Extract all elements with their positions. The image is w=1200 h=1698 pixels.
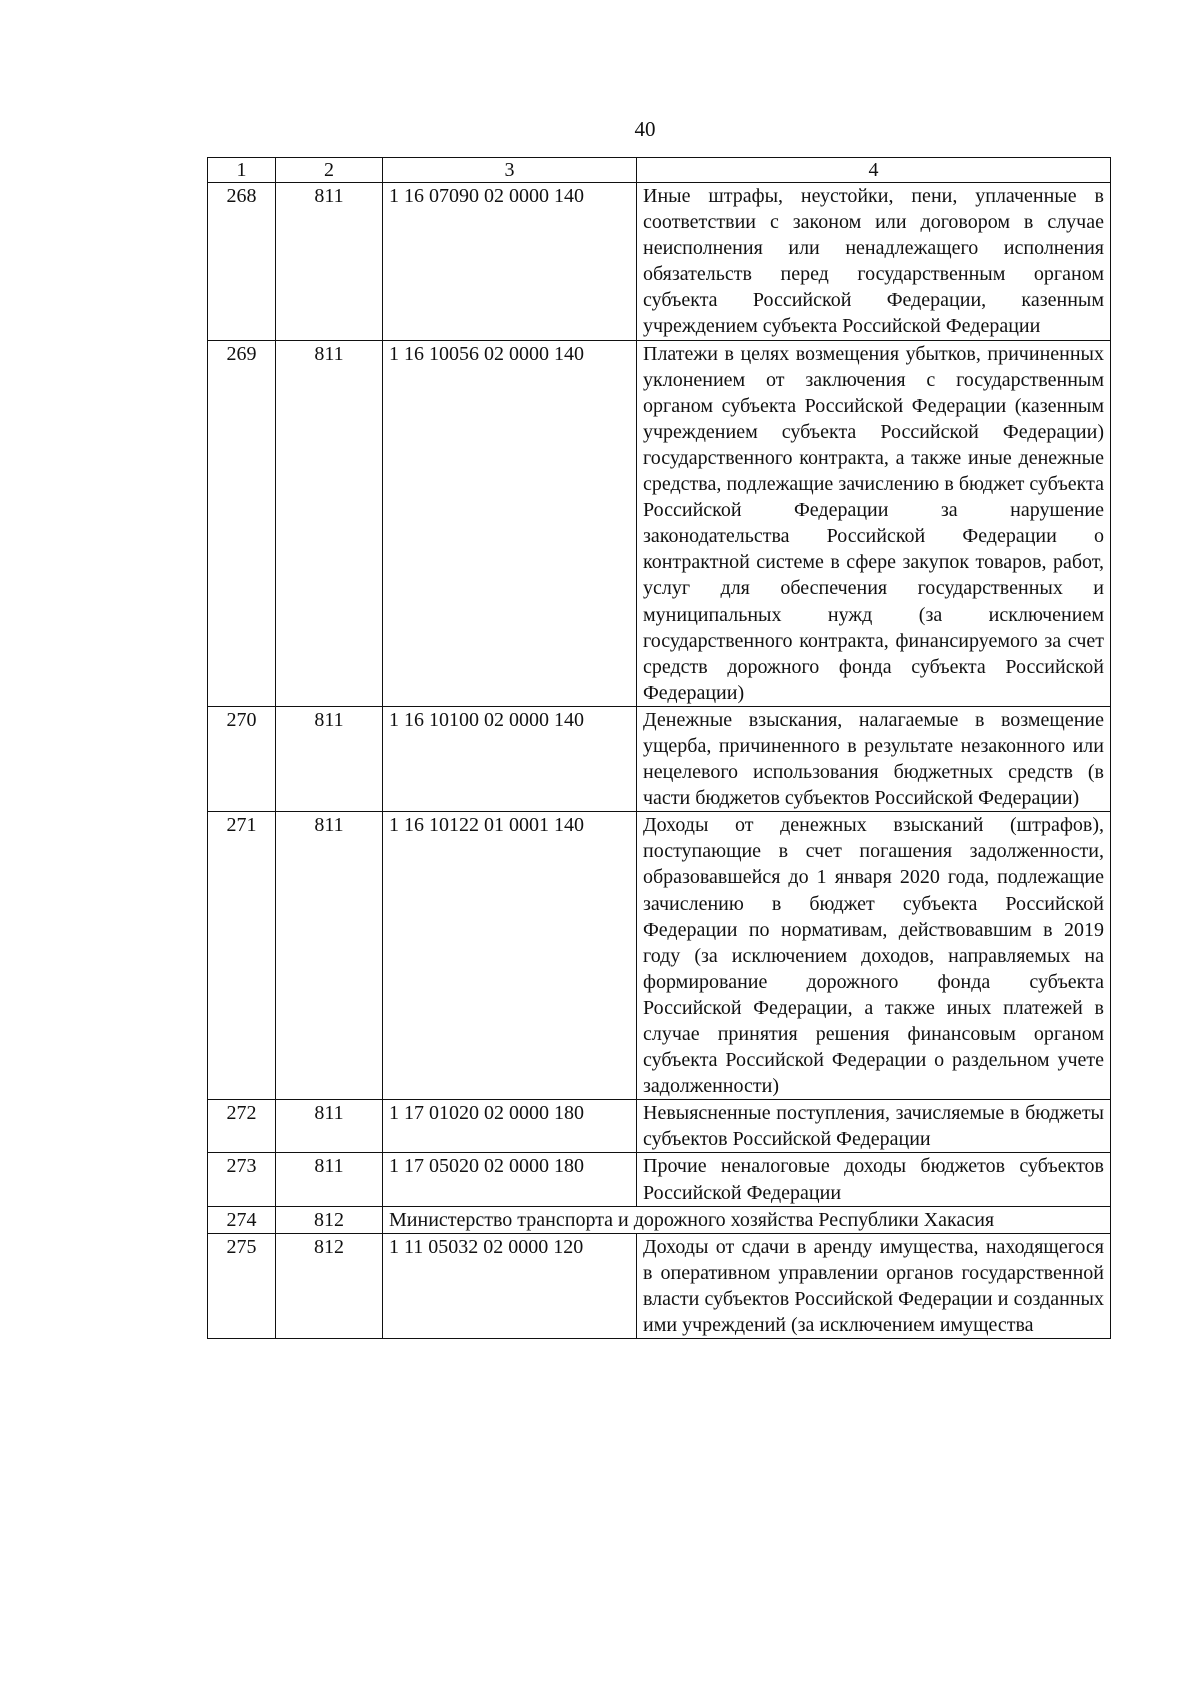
column-header-2: 2 xyxy=(276,158,383,183)
row-number: 269 xyxy=(208,340,276,706)
row-number: 271 xyxy=(208,812,276,1100)
administrator-code: 811 xyxy=(276,1153,383,1206)
ministry-title: Министерство транспорта и дорожного хозяйства Республики Хакасия xyxy=(383,1206,1111,1233)
column-header-4: 4 xyxy=(637,158,1111,183)
table-row xyxy=(208,340,1111,706)
table-row xyxy=(208,1153,1111,1206)
ministry-header-row xyxy=(208,1206,1111,1233)
column-header-1: 1 xyxy=(208,158,276,183)
administrator-code: 811 xyxy=(276,812,383,1100)
revenue-codes-table xyxy=(207,157,1111,1339)
row-number: 273 xyxy=(208,1153,276,1206)
revenue-description: Прочие неналоговые доходы бюджетов субъектов Российской Федерации xyxy=(637,1153,1111,1206)
row-number: 275 xyxy=(208,1233,276,1338)
row-number: 270 xyxy=(208,706,276,811)
administrator-code: 812 xyxy=(276,1233,383,1338)
revenue-code: 1 16 10122 01 0001 140 xyxy=(383,812,637,1100)
administrator-code: 811 xyxy=(276,183,383,341)
revenue-description: Иные штрафы, неустойки, пени, уплаченные в соответствии с законом или договором в случае неисполнения или ненадлежащего исполнения обязательств перед государственным органом субъекта Российской Федерации, казенным учреждением субъекта Российской Федерации xyxy=(637,183,1111,341)
administrator-code: 812 xyxy=(276,1206,383,1233)
page-number: 40 xyxy=(634,117,656,141)
row-number: 272 xyxy=(208,1100,276,1153)
revenue-description: Доходы от сдачи в аренду имущества, находящегося в оперативном управлении органов государственной власти субъектов Российской Федерации и созданных ими учреждений (за исключением имущества xyxy=(637,1233,1111,1338)
table-row xyxy=(208,706,1111,811)
revenue-code: 1 17 01020 02 0000 180 xyxy=(383,1100,637,1153)
table-row xyxy=(208,183,1111,341)
column-header-3: 3 xyxy=(383,158,637,183)
row-number: 268 xyxy=(208,183,276,341)
administrator-code: 811 xyxy=(276,706,383,811)
table-row xyxy=(208,1100,1111,1153)
administrator-code: 811 xyxy=(276,340,383,706)
revenue-description: Невыясненные поступления, зачисляемые в бюджеты субъектов Российской Федерации xyxy=(637,1100,1111,1153)
revenue-description: Денежные взыскания, налагаемые в возмещение ущерба, причиненного в результате незаконного или нецелевого использования бюджетных средств (в части бюджетов субъектов Российской Федерации) xyxy=(637,706,1111,811)
row-number: 274 xyxy=(208,1206,276,1233)
table-row xyxy=(208,812,1111,1100)
revenue-code: 1 16 10100 02 0000 140 xyxy=(383,706,637,811)
revenue-code: 1 16 10056 02 0000 140 xyxy=(383,340,637,706)
revenue-description: Платежи в целях возмещения убытков, причиненных уклонением от заключения с государственным органом субъекта Российской Федерации (казенным учреждением субъекта Российской Федерации) государственного контракта, а также иные денежные средства, подлежащие зачислению в бюджет субъекта Российской Федерации за нарушение законодательства Российской Федерации о контрактной системе в сфере закупок товаров, работ, услуг для обеспечения государственных и муниципальных нужд (за исключением государственного контракта, финансируемого за счет средств дорожного фонда субъекта Российской Федерации) xyxy=(637,340,1111,706)
revenue-description: Доходы от денежных взысканий (штрафов), поступающие в счет погашения задолженности, образовавшейся до 1 января 2020 года, подлежащие зачислению в бюджет субъекта Российской Федерации по нормативам, действовавшим в 2019 году (за исключением доходов, направляемых на формирование дорожного фонда субъекта Российской Федерации, а также иных платежей в случае принятия решения финансовым органом субъекта Российской Федерации о раздельном учете задолженности) xyxy=(637,812,1111,1100)
revenue-code: 1 16 07090 02 0000 140 xyxy=(383,183,637,341)
revenue-code: 1 11 05032 02 0000 120 xyxy=(383,1233,637,1338)
table-header-row xyxy=(208,158,1111,183)
administrator-code: 811 xyxy=(276,1100,383,1153)
revenue-code: 1 17 05020 02 0000 180 xyxy=(383,1153,637,1206)
table-row xyxy=(208,1233,1111,1338)
